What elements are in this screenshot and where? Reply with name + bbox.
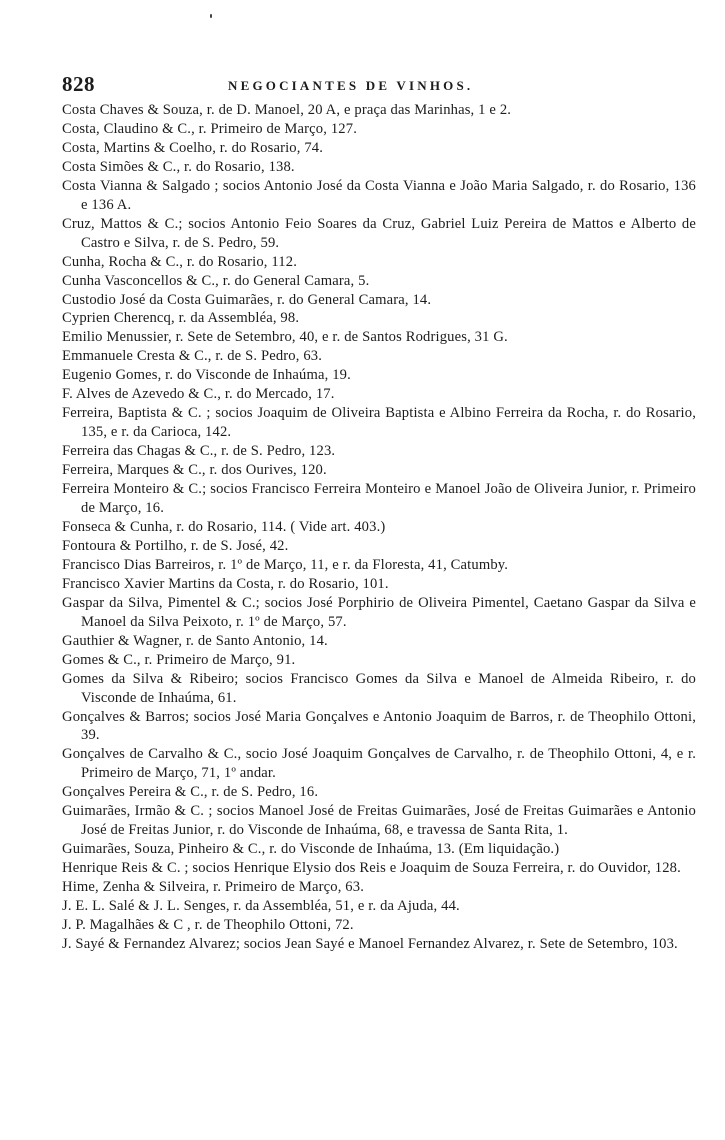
page-number: 828 — [62, 72, 95, 96]
directory-entry: Costa, Martins & Coelho, r. do Rosario, 74. — [62, 139, 324, 156]
directory-entry: Cruz, Mattos & C.; socios Antonio Feio Soares da Cruz, Gabriel Luiz Pereira de Mattos e Alberto de Castro e Silva, r. de S. Pedro, 59. — [62, 215, 696, 251]
directory-entry: Fontoura & Portilho, r. de S. José, 42. — [62, 537, 289, 554]
directory-entry: Ferreira, Baptista & C. ; socios Joaquim de Oliveira Baptista e Albino Ferreira da Rocha, r. do Rosario, 135, e r. da Carioca, 142. — [62, 405, 696, 441]
directory-entry: Costa Vianna & Salgado ; socios Antonio José da Costa Vianna e João Maria Salgado, r. do Rosario, 136 e 136 A. — [62, 177, 696, 213]
directory-entry: Fonseca & Cunha, r. do Rosario, 114. ( Vide art. 403.) — [62, 518, 386, 535]
directory-entry: Cunha Vasconcellos & C., r. do General Camara, 5. — [62, 272, 370, 289]
directory-entry: Gonçalves de Carvalho & C., socio José Joaquim Gonçalves de Carvalho, r. de Theophilo Ottoni, 4, e r. Primeiro de Março, 71, 1º andar. — [62, 746, 696, 782]
directory-entry: Emilio Menussier, r. Sete de Setembro, 40, e r. de Santos Rodrigues, 31 G. — [62, 329, 508, 346]
directory-entry: Gauthier & Wagner, r. de Santo Antonio, 14. — [62, 632, 328, 649]
directory-entry: Emmanuele Cresta & C., r. de S. Pedro, 63. — [62, 348, 323, 365]
ink-speck — [210, 14, 212, 18]
directory-entry: J. E. L. Salé & J. L. Senges, r. da Assembléa, 51, e r. da Ajuda, 44. — [62, 898, 460, 915]
directory-entry: F. Alves de Azevedo & C., r. do Mercado, 17. — [62, 386, 335, 403]
directory-entry: Costa Chaves & Souza, r. de D. Manoel, 20 A, e praça das Marinhas, 1 e 2. — [62, 102, 512, 118]
directory-entry: Francisco Dias Barreiros, r. 1º de Março, 11, e r. da Floresta, 41, Catumby. — [62, 556, 509, 573]
directory-entry: Custodio José da Costa Guimarães, r. do General Camara, 14. — [62, 291, 432, 308]
directory-entry: Ferreira das Chagas & C., r. de S. Pedro, 123. — [62, 443, 336, 460]
directory-entry: Gomes & C., r. Primeiro de Março, 91. — [62, 651, 296, 668]
directory-entry: Guimarães, Souza, Pinheiro & C., r. do Visconde de Inhaúma, 13. (Em liquidação.) — [62, 841, 560, 858]
directory-entry: Gomes da Silva & Ribeiro; socios Francisco Gomes da Silva e Manoel de Almeida Ribeiro, r. do Visconde de Inhaúma, 61. — [62, 670, 696, 706]
directory-entry: Cunha, Rocha & C., r. do Rosario, 112. — [62, 253, 297, 270]
running-head: NEGOCIANTES DE VINHOS. — [228, 78, 474, 93]
directory-entry: Francisco Xavier Martins da Costa, r. do Rosario, 101. — [62, 575, 389, 592]
directory-entry: Hime, Zenha & Silveira, r. Primeiro de Março, 63. — [62, 879, 364, 896]
directory-entry: Gonçalves & Barros; socios José Maria Gonçalves e Antonio Joaquim de Barros, r. de Theophilo Ottoni, 39. — [62, 708, 696, 744]
directory-entry: Ferreira, Marques & C., r. dos Ourives, 120. — [62, 462, 327, 479]
directory-entry: Costa Simões & C., r. do Rosario, 138. — [62, 158, 295, 175]
directory-entry: Gonçalves Pereira & C., r. de S. Pedro, 16. — [62, 784, 319, 801]
directory-entry: Gaspar da Silva, Pimentel & C.; socios José Porphirio de Oliveira Pimentel, Caetano Gaspar da Silva e Manoel da Silva Peixoto, r. 1º de Março, 57. — [62, 594, 696, 630]
directory-entry: J. Sayé & Fernandez Alvarez; socios Jean Sayé e Manoel Fernandez Alvarez, r. Sete de Setembro, 103. — [62, 935, 678, 952]
directory-entry: Ferreira Monteiro & C.; socios Francisco Ferreira Monteiro e Manoel João de Oliveira Junior, r. Primeiro de Março, 16. — [62, 481, 696, 517]
directory-entry: J. P. Magalhães & C , r. de Theophilo Ottoni, 72. — [62, 916, 354, 933]
directory-entry: Guimarães, Irmão & C. ; socios Manoel José de Freitas Guimarães, José de Freitas Guimarães e Antonio José de Freitas Junior, r. do Visconde de Inhaúma, 68, e travessa de Santa Rita, 1. — [62, 803, 696, 839]
directory-entry: Costa, Claudino & C., r. Primeiro de Março, 127. — [62, 120, 357, 137]
page-header — [62, 72, 710, 102]
directory-entry: Eugenio Gomes, r. do Visconde de Inhaúma, 19. — [62, 367, 351, 384]
directory-entry: Cyprien Cherencq, r. da Assembléa, 98. — [62, 310, 300, 327]
directory-entry: Henrique Reis & C. ; socios Henrique Elysio dos Reis e Joaquim de Souza Ferreira, r. do Ouvidor, 128. — [62, 860, 681, 877]
directory-entries — [62, 101, 696, 954]
